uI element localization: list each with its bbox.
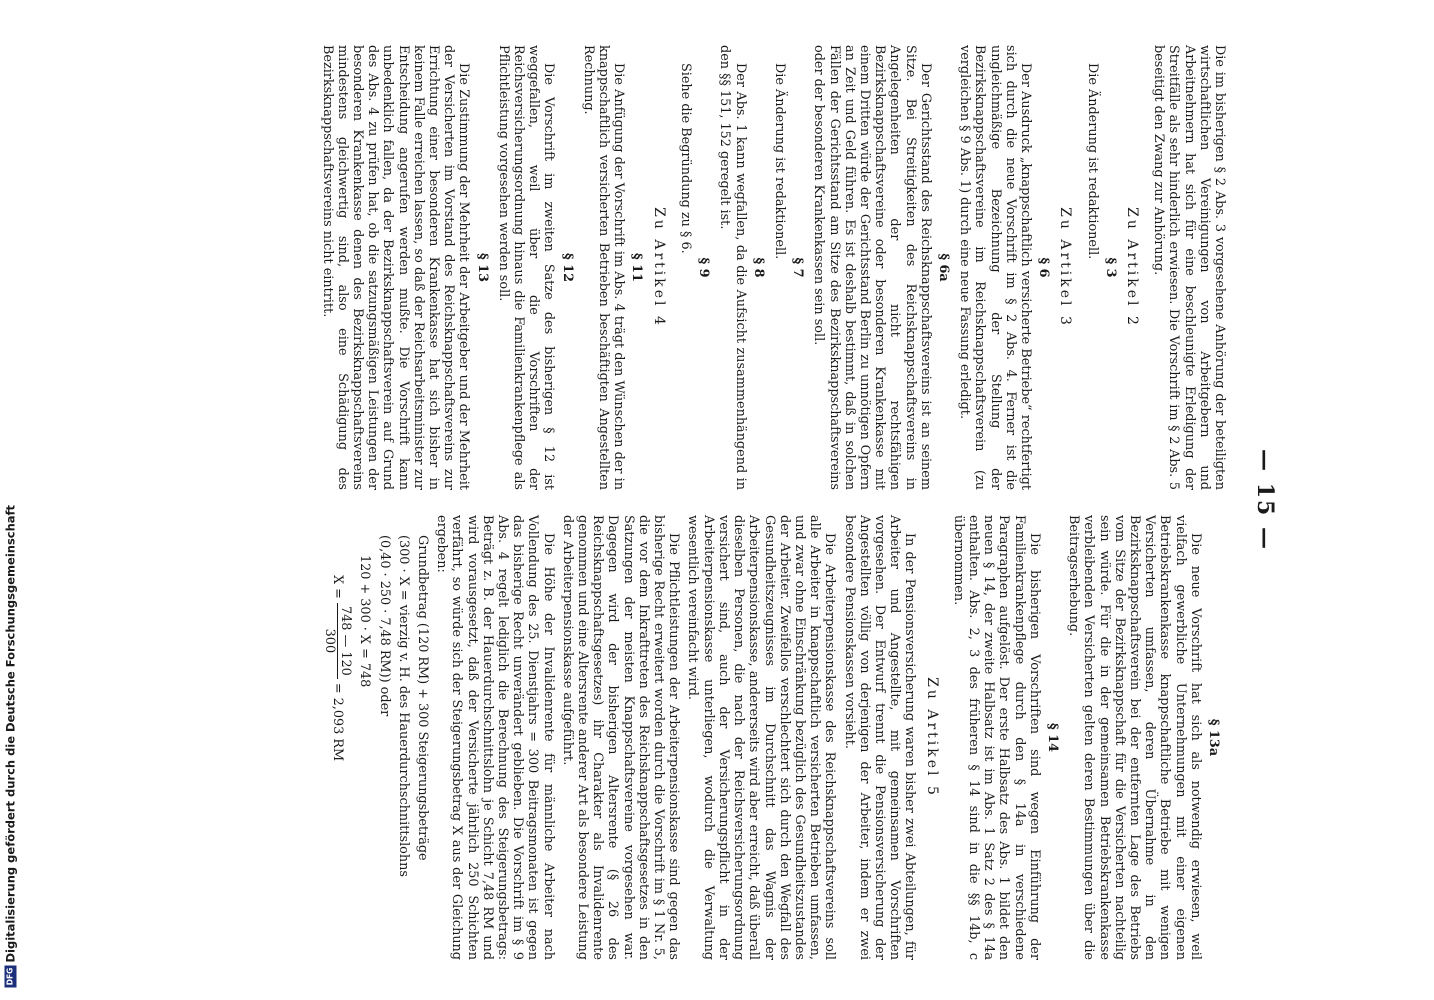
- section-heading: § 8: [750, 257, 766, 278]
- formula-lhs: X =: [330, 575, 346, 599]
- formula-result: = 2,093 RM: [330, 682, 346, 762]
- paragraph: Die Zustimmung der Mehrheit der Arbeitgeber und der Mehrheit der Versicherten im Vorstand des Reichsknappschaftsvereins zur Errichtung einer besonderen Krankenkasse hat sich bisher in keinem Falle erreichen lassen, so daß der Reichsarbeitsminister zur Entscheidung angerufen werden mußte. Die Vorschrift kann unbedenklich fallen, da der Bezirksknappschaftsverein auf Grund des Abs. 4 zu prüfen hat, ob die satzungsmäßigen Leistungen der besonderen Krankenkasse denen des Bezirksknappschaftsvereins mindestens gleichwertig sind, also eine Schädigung des Bezirksknappschaftsvereins nicht eintritt.: [319, 45, 472, 490]
- formula-line: 120 + 300 · X = 748: [357, 555, 373, 688]
- paragraph: In der Pensionsversicherung waren bisher zwei Abteilungen, für Arbeiter und Angestellte, mit gemeinsamen Vorschriften vorgesehen. Der Entwurf trennt die Pensionsversicherung der Angestellten völlig von derjenigen der Arbeiter, indem er zwei besondere Pensionskassen vorsieht.: [841, 515, 918, 960]
- paragraph: Die Vorschrift im zweiten Satze des bisherigen § 12 ist weggefallen, weil über die Vorschriften der Reichsversicherungsordnung hinaus die Familienkrankenpflege als Pflichtleistung vorgesehen werden soll.: [495, 45, 557, 490]
- section-heading: § 9: [696, 257, 712, 278]
- digitization-credit: [4, 3, 18, 988]
- fraction-denominator: 300: [322, 628, 338, 654]
- fraction-numerator: 748 — 120: [337, 603, 353, 679]
- formula-line: (0,40 · 250 · 7,48 RM)) oder: [376, 535, 392, 717]
- formula-line: (300 · X = vierzig v. H. des Hauerdurchschnittslohns: [395, 535, 411, 877]
- section-heading: § 6a: [935, 253, 951, 282]
- paragraph: Die neue Vorschrift hat sich als notwendig erwiesen, weil vielfach gewerbliche Unternehmungen mit einer eigenen Betriebskrankenkasse knappschaftliche Betriebe mit wenigen Versicherten umfassen, deren Übernahme in den Bezirksknappschaftsverein bei der entfernten Lage des Betriebs vom Sitze der Bezirksknappschaft für die Versicherten nachteilig sein würde. Für die in der gemeinsamen Betriebskrankenkasse verbleibenden Versicherten gelten deren Bestimmungen über die Beitragserhebung.: [1066, 515, 1203, 960]
- paragraph: Der Abs. 1 kann wegfallen, da die Aufsicht zusammenhängend in den §§ 151, 152 geregelt ist.: [717, 45, 748, 490]
- scanned-page: [52, 25, 1282, 975]
- formula-fraction: [322, 575, 353, 960]
- section-heading: § 13a: [1206, 718, 1221, 757]
- section-heading: § 7: [790, 257, 806, 278]
- paragraph: Die bisherigen Vorschriften sind wegen Einführung der Familienkrankenpflege durch den § 14a in verschiedene Paragraphen aufgelöst. Der erste Halbsatz des Abs. 1 bildet den neuen § 14, der zweite Halbsatz ist im Abs. 1 Satz 2 des § 14a enthalten. Abs. 2, 3 des früheren § 14 sind in die §§ 14b, c übernommen.: [950, 515, 1042, 960]
- section-heading: § 13: [474, 253, 490, 282]
- fraction: [322, 603, 353, 679]
- paragraph: Die Änderung ist redaktionell.: [1084, 63, 1100, 260]
- paragraph: Der Gerichtsstand des Reichsknappschaftsvereins ist an seinem Sitze. Bei Streitigkeiten des Reichsknappschaftsvereins in Angelegenheiten der nicht rechtsfähigen Bezirksknappschaftsvereine oder besonderen Krankenkasse mit einem Dritten würde der Gerichtsstand Berlin zu unnötigen Opfern an Zeit und Geld führen. Es ist deshalb bestimmt, daß in solchen Fällen der Gerichtsstand am Sitze des Bezirksknappschaftsvereins oder der besonderen Krankenkassen sein soll.: [811, 45, 933, 490]
- article-heading: Zu Artikel 2: [1123, 207, 1140, 328]
- left-column: [315, 45, 1227, 490]
- page-number: — 15 —: [1252, 449, 1278, 551]
- section-heading: § 11: [629, 253, 645, 282]
- article-heading: Zu Artikel 3: [1057, 207, 1074, 328]
- paragraph: Der Ausdruck „knappschaftlich versicherte Betriebe“ rechtfertigt sich durch die neue Vorschrift im § 2 Abs. 4. Ferner ist die ungleichmäßige Bezeichnung der Stellung der Bezirksknappschaftsvereine im Reichsknappschaftsverein (zu vergleichen § 9 Abs. 1) durch eine neue Fassung erledigt.: [957, 45, 1033, 490]
- right-column: [320, 515, 1227, 960]
- article-heading: Zu Artikel 4: [650, 207, 667, 328]
- section-heading: § 14: [1044, 723, 1060, 752]
- credit-text: Digitalisierung gefördert durch die Deutsche Forschungsgemeinschaft: [3, 504, 18, 963]
- section-heading: § 3: [1102, 257, 1118, 278]
- paragraph: Die Pflichtleistungen der Arbeiterpensionskasse sind gegen das bisherige Recht erweitert worden durch die Vorschrift im § 1 Nr. 5, die vor dem Inkrafttreten des Reichsknappschaftsgesetzes in den Satzungen der meisten Knappschaftsvereine vorgesehen war. Dagegen wird der bisherigen Altersrente (§ 26 des Reichsknappschaftsgesetzes) ihr Charakter als Invalidenrente genommen und eine Altersrente anderer Art als besondere Leistung der Arbeiterpensionskasse aufgeführt.: [559, 515, 682, 960]
- section-heading: § 12: [559, 253, 575, 282]
- formula-line: Grundbetrag (120 RM) + 300 Steigerungsbeträge: [415, 535, 431, 861]
- section-heading: § 6: [1036, 257, 1052, 278]
- paragraph: Die im bisherigen § 2 Abs. 3 vorgesehene Anhörung der beteiligten wirtschaftlichen Vereinigungen von Arbeitgebern und Arbeitnehmern hat sich für eine beschleunigte Erledigung der Streitfälle als sehr hinderlich erwiesen. Die Vorschrift im § 2 Abs. 5 beseitigt den Zwang zur Anhörung.: [1151, 45, 1227, 490]
- paragraph: Die Höhe der Invalidenrente für männliche Arbeiter nach Vollendung des 25. Dienstjahrs = 300 Beitragsmonaten ist gegen das bisherige Recht unverändert geblieben. Die Vorschrift im § 9 Abs. 4 regelt lediglich die Berechnung des Steigerungsbetrags: Beträgt z. B. der Hauerdurchschnittslohn je Schicht 7,48 RM und wird vorausgesetzt, daß der Versicherte jährlich 250 Schichten verfährt, so würde sich der Steigerungsbetrag X aus der Gleichung ergeben:: [434, 515, 556, 960]
- paragraph: Die Änderung ist redaktionell.: [771, 63, 787, 260]
- article-heading: Zu Artikel 5: [923, 677, 940, 798]
- paragraph: Die Anfügung der Vorschrift im Abs. 4 trägt den Wünschen der in knappschaftlich versicherten Betrieben beschäftigten Angestellten Rechnung.: [580, 45, 627, 490]
- paragraph: Siehe die Begründung zu § 6.: [677, 63, 693, 254]
- dfg-logo: DFG: [5, 966, 17, 988]
- paragraph: Die Arbeiterpensionskasse des Reichsknappschaftsvereins soll alle Arbeiter in knappschaftlich versicherten Betrieben umfassen, und zwar ohne Einschränkung bezüglich des Gesundheitszustandes der Arbeiter. Zweifellos verschlechtert sich durch den Wegfall des Gesundheitszeugnisses im Durchschnitt das Wagnis der Arbeiterpensionskasse, andererseits wird aber erreicht, daß überall dieselben Personen, die nach der Reichsversicherungsordnung versichert sind, auch der Versicherungspflicht in der Arbeiterpensionskasse unterliegen, wodurch die Verwaltung wesentlich vereinfacht wird.: [685, 515, 838, 960]
